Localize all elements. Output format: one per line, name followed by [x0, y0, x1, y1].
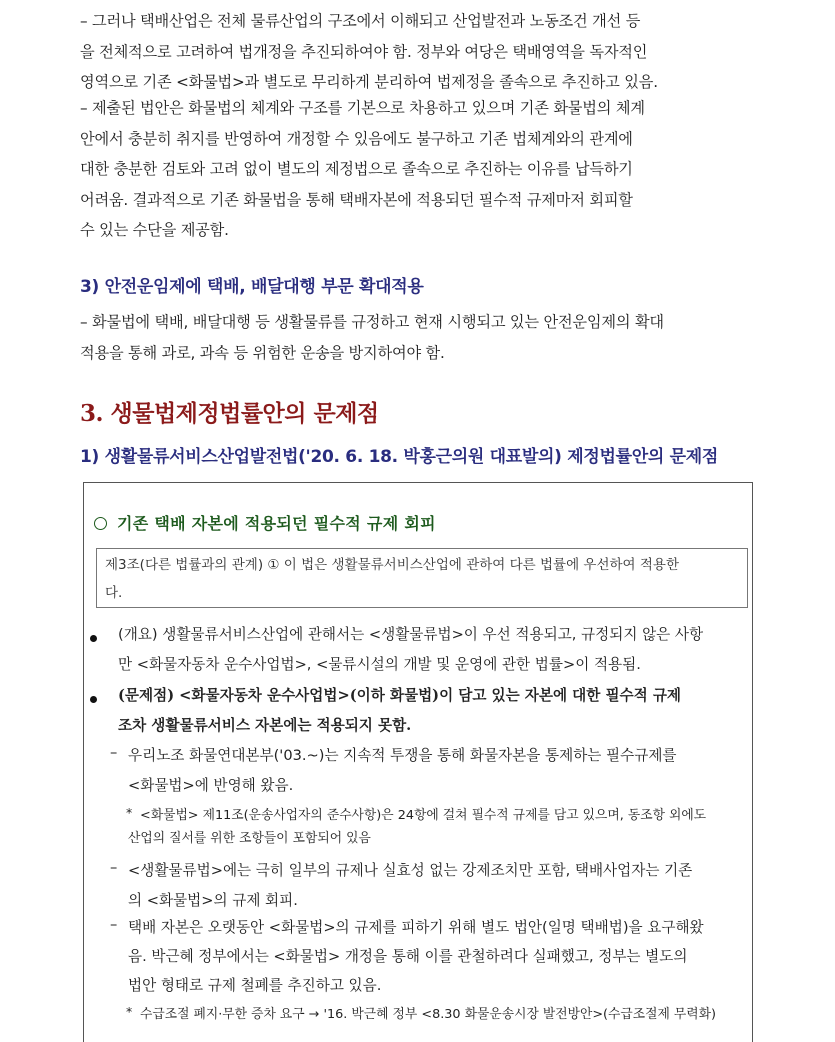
- bullet-dot-icon: [90, 635, 97, 642]
- text-line: <화물법> 제11조(운송사업자의 준수사항)은 24항에 걸쳐 필수적 규제를 담고 있으며, 동조항 외에도: [140, 808, 707, 823]
- dash-marker: –: [110, 744, 118, 761]
- text-line: (개요) 생활물류서비스산업에 관해서는 <생활물류법>이 우선 적용되고, 규정되지 않은 사항: [118, 626, 704, 643]
- text-line: 수급조절 폐지·무한 증차 요구 → '16. 박근혜 정부 <8.30 화물운송시장 발전방안>(수급조절제 무력화): [140, 1007, 716, 1022]
- issue-box-title: [94, 511, 436, 534]
- quote-line: 제3조(다른 법률과의 관계) ① 이 법은 생활물류서비스산업에 관하여 다른 법률에 우선하여 적용한: [105, 557, 679, 573]
- safety-rate-paragraph: [80, 307, 756, 368]
- text-line: 법안 형태로 규제 철폐를 추진하고 있음.: [128, 977, 382, 994]
- text-line: – 그러나 택배산업은 전체 물류산업의 구조에서 이해되고 산업발전과 노동조건 개선 등: [80, 12, 641, 30]
- intro-paragraph-2: [80, 93, 756, 246]
- chapter-subheading: 1) 생활물류서비스산업발전법('20. 6. 18. 박홍근의원 대표발의) 제정법률안의 문제점: [80, 447, 718, 467]
- circle-bullet-icon: [94, 517, 107, 530]
- text-line: 적용을 통해 과로, 과속 등 위험한 운송을 방지하여야 함.: [80, 343, 445, 362]
- issue-title-text: 기존 택배 자본에 적용되던 필수적 규제 회피: [117, 514, 436, 533]
- text-line: – 제출된 법안은 화물법의 체계와 구조를 기본으로 차용하고 있으며 기존 화물법의 체계: [80, 99, 645, 117]
- asterisk-marker: *: [126, 1004, 133, 1019]
- intro-paragraph-1: [80, 6, 756, 98]
- text-line: 우리노조 화물연대본부('03.~)는 지속적 투쟁을 통해 화물자본을 통제하는 필수규제를: [128, 747, 677, 764]
- quote-line: 다.: [105, 585, 123, 601]
- text-line: 영역으로 기존 <화물법>과 별도로 무리하게 분리하여 법제정을 졸속으로 추진하고 있음.: [80, 73, 658, 91]
- text-line: 택배 자본은 오랫동안 <화물법>의 규제를 피하기 위해 별도 법안(일명 택배법)을 요구해왔: [128, 919, 704, 936]
- text-line: 의 <화물법>의 규제 회피.: [128, 892, 298, 909]
- chapter-heading: 3. 생물법제정법률안의 문제점: [80, 400, 379, 427]
- text-line: <생활물류법>에는 극히 일부의 규제나 실효성 없는 강제조치만 포함, 택배사업자는 기존: [128, 862, 693, 879]
- text-line: (문제점) <화물자동차 운수사업법>(이하 화물법)이 담고 있는 자본에 대한 필수적 규제: [118, 687, 682, 704]
- bullet-dot-icon: [90, 696, 97, 703]
- text-line: 어려움. 결과적으로 기존 화물법을 통해 택배자본에 적용되던 필수적 규제마저 회피할: [80, 190, 633, 209]
- dash-marker: –: [110, 859, 118, 876]
- text-line: 음. 박근혜 정부에서는 <화물법> 개정을 통해 이를 관철하려다 실패했고, 정부는 별도의: [128, 948, 688, 965]
- text-line: – 화물법에 택배, 배달대행 등 생활물류를 규정하고 현재 시행되고 있는 안전운임제의 확대: [80, 313, 664, 331]
- text-line: 안에서 충분히 취지를 반영하여 개정할 수 있음에도 불구하고 기존 법체계와의 관계에: [80, 129, 633, 148]
- issue-box: [83, 482, 753, 1042]
- text-line: 대한 충분한 검토와 고려 없이 별도의 제정법으로 졸속으로 추진하는 이유를 납득하기: [80, 160, 633, 178]
- text-line: 조차 생활물류서비스 자본에는 적용되지 못함.: [118, 717, 412, 734]
- dash-marker: –: [110, 916, 118, 933]
- section-heading-safety-rate: 3) 안전운임제에 택배, 배달대행 부문 확대적용: [80, 277, 424, 297]
- text-line: 산업의 질서를 위한 조항들이 포함되어 있음: [128, 831, 371, 846]
- asterisk-marker: *: [126, 805, 133, 820]
- text-line: 을 전체적으로 고려하여 법개정을 추진되하여야 함. 정부와 여당은 택배영역을 독자적인: [80, 42, 648, 61]
- text-line: 수 있는 수단을 제공함.: [80, 221, 229, 239]
- article-quote: [96, 548, 748, 608]
- text-line: <화물법>에 반영해 왔음.: [128, 777, 294, 794]
- text-line: 만 <화물자동차 운수사업법>, <물류시설의 개발 및 운영에 관한 법률>이 적용됨.: [118, 656, 641, 673]
